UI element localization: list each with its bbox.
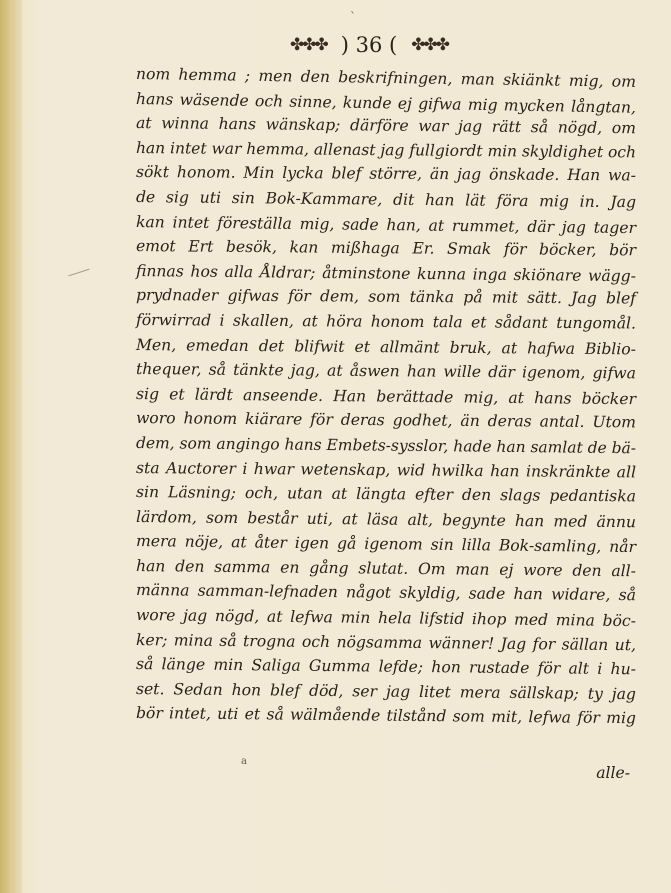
- text-line: Men, emedan det blifwit et allmänt bruk, at hafwa Biblio-: [135, 335, 637, 358]
- text-line: så länge min Saliga Gumma lefde; hon rustade för alt i hu-: [135, 655, 637, 679]
- text-line: nom hemma ; men den beskrifningen, man skiänkt mig, om: [135, 65, 637, 91]
- text-line: männa samman-lefnaden något skyldig, sade han widare, så: [135, 581, 637, 605]
- body-text: [136, 62, 636, 726]
- text-line: sin Läsning; och, utan at längta efter den slags pedantiska: [135, 483, 637, 506]
- text-line: thequer, så tänkte jag, at åswen han wille där igenom, gifwa: [135, 360, 637, 383]
- text-line: mera nöje, at åter igen gå igenom sin lilla Bok-samling, når: [135, 532, 637, 557]
- text-line: set. Sedan hon blef död, ser jag litet mera sällskap; ty jag: [135, 679, 637, 704]
- text-line: sig et lärdt anseende. Han berättade mig, at hans böcker: [135, 384, 637, 408]
- ornament-left-icon: ✤✤✤: [290, 35, 327, 55]
- signature-mark: a: [241, 756, 247, 767]
- text-line: sta Auctorer i hwar wetenskap, wid hwilka han inskränkte all: [135, 458, 637, 481]
- text-line: kan intet föreställa mig, sade han, at rummet, där jag tager: [135, 212, 637, 237]
- text-line: finnas hos alla Åldrar; åtminstone kunna inga skiönare wägg-: [135, 261, 637, 285]
- text-line: ker; mina så trogna och nögsamma wänner! Jag for sällan ut,: [135, 630, 637, 654]
- text-line: woro honom kiärare för deras godhet, än deras antal. Utom: [135, 409, 637, 432]
- ornament-right-icon: ✤✤✤: [411, 35, 448, 55]
- text-line: at winna hans wänskap; därföre war jag rätt så nögd, om: [135, 114, 637, 138]
- ink-smudge: [68, 269, 89, 277]
- text-line: bör intet, uti et så wälmående tilstånd som mit, lefwa för mig: [135, 704, 637, 728]
- page-gutter: [0, 0, 22, 893]
- catchword: alle-: [596, 764, 630, 782]
- page-number: ) 36 (: [340, 33, 398, 57]
- text-line: prydnader gifwas för dem, som tänka på mit sätt. Jag blef: [135, 286, 637, 308]
- running-header: [290, 32, 530, 58]
- text-line: lärdom, som består uti, at läsa alt, begynte han med ännu: [135, 507, 637, 531]
- text-line: de sig uti sin Bok-Kammare, dit han lät föra mig in. Jag: [135, 187, 637, 212]
- text-line: hans wäsende och sinne, kunde ej gifwa mig mycken långtan,: [135, 89, 637, 117]
- text-line: förwirrad i skallen, at höra honom tala et sådant tungomål.: [135, 310, 637, 333]
- text-line: emot Ert besök, kan mißhaga Er. Smak för böcker, bör: [135, 237, 637, 260]
- margin-tick: ˋ: [350, 10, 356, 24]
- text-line: wore jag nögd, at lefwa min hela lifstid ihop med mina böc-: [135, 606, 637, 631]
- text-line: sökt honom. Min lycka blef större, än jag önskade. Han wa-: [135, 163, 637, 185]
- text-line: han intet war hemma, allenast jag fullgiordt min skyldighet och: [135, 138, 637, 162]
- text-line: dem, som angingo hans Embets-sysslor, hade han samlat de bä-: [135, 433, 637, 458]
- text-line: han den samma en gång slutat. Om man ej wore den all-: [135, 556, 637, 581]
